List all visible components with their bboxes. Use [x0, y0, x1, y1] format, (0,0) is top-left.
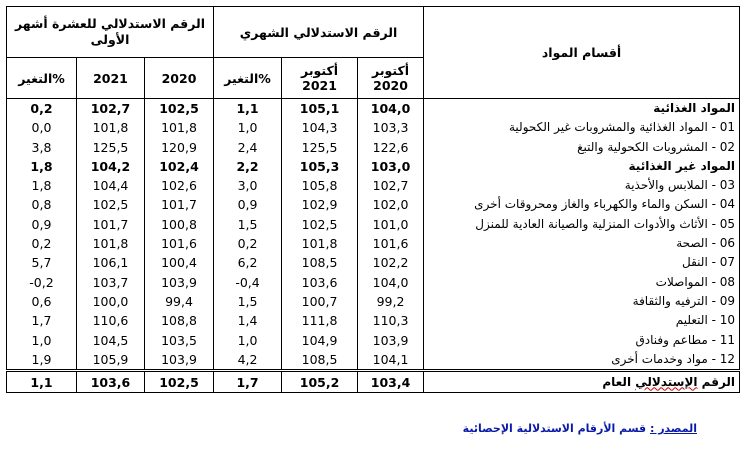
row-label: 09 - الترفيه والثقافة [424, 292, 740, 311]
cell-m-oct2021: 104,3 [282, 118, 358, 137]
cell-ten-2020: 100,8 [145, 215, 214, 234]
cell-m-oct2021: 101,8 [282, 234, 358, 253]
header-ten-2021: 2021 [77, 58, 145, 99]
header-ten-change: التغير% [7, 58, 77, 99]
row-label: 12 - مواد وخدمات أخرى [424, 350, 740, 371]
header-oct-2021-month: أكتوبر [301, 63, 339, 78]
cell-m-oct2020: 104,0 [358, 99, 424, 119]
cell-m-change: 2,4 [214, 138, 282, 157]
table-row [7, 292, 740, 311]
cell-ten-change: 0,0 [7, 118, 77, 137]
row-group-label: المواد غير الغذائية [424, 157, 740, 176]
cell-m-oct2020: 101,6 [358, 234, 424, 253]
table-row [7, 350, 740, 371]
cell-ten-change: 5,7 [7, 253, 77, 272]
total-label-prefix: الرقم [697, 374, 736, 389]
cell-m-oct2021: 100,7 [282, 292, 358, 311]
cell-m-oct2021: 102,9 [282, 195, 358, 214]
cell-m-oct2020: 103,0 [358, 157, 424, 176]
cell-ten-change: 3,8 [7, 138, 77, 157]
cell-m-oct2021: 108,5 [282, 350, 358, 371]
total-ten-2021: 103,6 [77, 371, 145, 393]
row-label: 10 - التعليم [424, 311, 740, 330]
total-label-suffix: العام [602, 374, 636, 389]
cell-ten-2021: 103,7 [77, 273, 145, 292]
cell-ten-2021: 104,2 [77, 157, 145, 176]
cell-ten-2021: 102,5 [77, 195, 145, 214]
total-ten-2020: 102,5 [145, 371, 214, 393]
row-label: 02 - المشروبات الكحولية والتبغ [424, 138, 740, 157]
cell-ten-2021: 125,5 [77, 138, 145, 157]
total-m-change: 1,7 [214, 371, 282, 393]
cell-m-oct2021: 104,9 [282, 331, 358, 350]
cell-ten-2021: 104,4 [77, 176, 145, 195]
row-label: 07 - النقل [424, 253, 740, 272]
cell-m-change: 1,5 [214, 292, 282, 311]
cell-m-oct2020: 102,7 [358, 176, 424, 195]
table-row [7, 99, 740, 119]
cell-ten-change: 1,8 [7, 176, 77, 195]
cell-m-oct2021: 105,8 [282, 176, 358, 195]
header-ten-2020: 2020 [145, 58, 214, 99]
header-monthly-change: التغير% [214, 58, 282, 99]
cell-ten-2021: 106,1 [77, 253, 145, 272]
cell-ten-change: 1,8 [7, 157, 77, 176]
cell-ten-change: 1,0 [7, 331, 77, 350]
cell-ten-2021: 104,5 [77, 331, 145, 350]
cell-ten-change: 0,6 [7, 292, 77, 311]
cell-ten-change: 0,8 [7, 195, 77, 214]
table-row [7, 138, 740, 157]
total-row [7, 371, 740, 393]
row-label: 01 - المواد الغذائية والمشروبات غير الكحولية [424, 118, 740, 137]
table-row [7, 176, 740, 195]
cell-m-oct2020: 103,3 [358, 118, 424, 137]
header-oct-2021-year: 2021 [302, 78, 337, 93]
cell-m-change: 1,4 [214, 311, 282, 330]
cell-m-change: 1,5 [214, 215, 282, 234]
table-row [7, 195, 740, 214]
cell-ten-2020: 102,6 [145, 176, 214, 195]
cell-m-oct2020: 110,3 [358, 311, 424, 330]
row-label: 04 - السكن والماء والكهرباء والغاز ومحروقات أخرى [424, 195, 740, 214]
cell-ten-2020: 120,9 [145, 138, 214, 157]
source-text: قسم الأرقام الاستدلالية الإحصائية [462, 422, 650, 435]
cell-ten-2020: 103,9 [145, 350, 214, 371]
cell-ten-2020: 108,8 [145, 311, 214, 330]
source-note [463, 422, 697, 435]
cell-m-change: 1,0 [214, 331, 282, 350]
table-row [7, 273, 740, 292]
row-label: 11 - مطاعم وفنادق [424, 331, 740, 350]
total-m-oct2020: 103,4 [358, 371, 424, 393]
header-oct-2020-year: 2020 [373, 78, 408, 93]
cell-ten-change: -0,2 [7, 273, 77, 292]
cell-m-oct2021: 105,1 [282, 99, 358, 119]
cell-m-oct2021: 111,8 [282, 311, 358, 330]
cell-ten-change: 1,9 [7, 350, 77, 371]
cell-ten-2020: 103,9 [145, 273, 214, 292]
header-oct-2020 [358, 58, 424, 99]
cell-ten-2021: 101,8 [77, 118, 145, 137]
header-ten-months: الرقم الاستدلالي للعشرة أشهر الأولى [7, 7, 214, 58]
table-row [7, 215, 740, 234]
cell-m-oct2021: 125,5 [282, 138, 358, 157]
cell-ten-2021: 100,0 [77, 292, 145, 311]
cell-ten-2021: 110,6 [77, 311, 145, 330]
cell-m-change: 1,1 [214, 99, 282, 119]
header-oct-2021 [282, 58, 358, 99]
cell-m-oct2021: 103,6 [282, 273, 358, 292]
cell-ten-change: 0,2 [7, 234, 77, 253]
cell-ten-2020: 99,4 [145, 292, 214, 311]
cell-ten-2020: 101,8 [145, 118, 214, 137]
cell-m-change: 4,2 [214, 350, 282, 371]
table-body [7, 7, 740, 393]
cell-m-change: 2,2 [214, 157, 282, 176]
cell-m-oct2020: 104,1 [358, 350, 424, 371]
cell-ten-2020: 102,5 [145, 99, 214, 119]
row-group-label: المواد الغذائية [424, 99, 740, 119]
cell-ten-2021: 102,7 [77, 99, 145, 119]
table-row [7, 331, 740, 350]
total-label [424, 371, 740, 393]
row-label: 06 - الصحة [424, 234, 740, 253]
cell-m-oct2020: 99,2 [358, 292, 424, 311]
table-row [7, 311, 740, 330]
cell-m-oct2020: 102,0 [358, 195, 424, 214]
cell-m-change: 1,0 [214, 118, 282, 137]
cell-ten-2020: 100,4 [145, 253, 214, 272]
cell-m-oct2020: 102,2 [358, 253, 424, 272]
total-m-oct2021: 105,2 [282, 371, 358, 393]
cell-ten-2020: 101,6 [145, 234, 214, 253]
total-ten-change: 1,1 [7, 371, 77, 393]
cell-m-oct2021: 108,5 [282, 253, 358, 272]
cell-m-change: 3,0 [214, 176, 282, 195]
table-row [7, 157, 740, 176]
cell-m-oct2020: 101,0 [358, 215, 424, 234]
header-oct-2020-month: أكتوبر [372, 63, 410, 78]
cell-ten-2021: 101,8 [77, 234, 145, 253]
row-label: 03 - الملابس والأحذية [424, 176, 740, 195]
cell-m-change: 0,9 [214, 195, 282, 214]
cell-m-oct2020: 103,9 [358, 331, 424, 350]
cell-m-oct2021: 102,5 [282, 215, 358, 234]
cell-m-change: 6,2 [214, 253, 282, 272]
total-label-word: الإستدلالي [635, 374, 698, 389]
cell-m-oct2021: 105,3 [282, 157, 358, 176]
cell-ten-2020: 102,4 [145, 157, 214, 176]
cell-ten-2020: 101,7 [145, 195, 214, 214]
cell-m-change: 0,2 [214, 234, 282, 253]
row-label: 08 - المواصلات [424, 273, 740, 292]
table-row [7, 253, 740, 272]
table-row [7, 234, 740, 253]
cell-ten-2020: 103,5 [145, 331, 214, 350]
cell-ten-change: 0,2 [7, 99, 77, 119]
cpi-table [6, 6, 740, 393]
cell-ten-2021: 105,9 [77, 350, 145, 371]
cell-m-oct2020: 122,6 [358, 138, 424, 157]
cell-ten-change: 1,7 [7, 311, 77, 330]
cell-ten-change: 0,9 [7, 215, 77, 234]
source-label: المصدر : [649, 422, 697, 435]
cell-m-change: -0,4 [214, 273, 282, 292]
header-monthly: الرقم الاستدلالي الشهري [214, 7, 424, 58]
cell-ten-2021: 101,7 [77, 215, 145, 234]
header-sections: أقسام المواد [424, 7, 740, 99]
cell-m-oct2020: 104,0 [358, 273, 424, 292]
row-label: 05 - الأثاث والأدوات المنزلية والصيانة العادية للمنزل [424, 215, 740, 234]
table-row [7, 118, 740, 137]
